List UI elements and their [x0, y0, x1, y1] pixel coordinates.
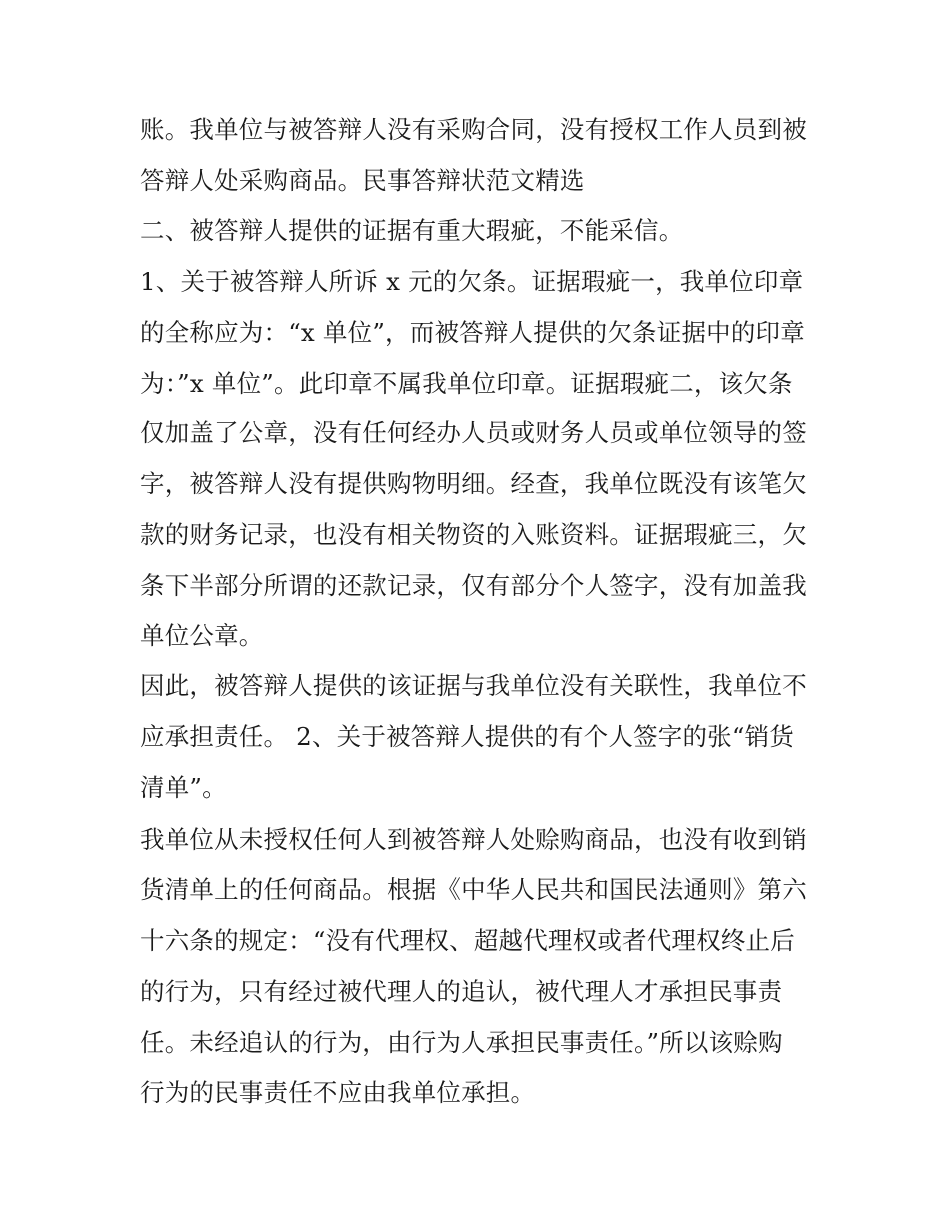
text-line-15: 我单位从未授权任何人到被答辩人处赊购商品，也没有收到销 — [140, 825, 807, 854]
text-line-4: 1、关于被答辩人所诉 x 元的欠条。证据瑕疵一，我单位印章 — [140, 267, 804, 296]
text-line-6: 为：”x 单位”。此印章不属我单位印章。证据瑕疵二，该欠条 — [140, 369, 793, 398]
text-line-18: 的行为，只有经过被代理人的追认，被代理人才承担民事责 — [140, 977, 783, 1006]
text-line-17: 十六条的规定：“没有代理权、超越代理权或者代理权终止后 — [140, 926, 795, 955]
text-line-5: 的全称应为：“x 单位”，而被答辩人提供的欠条证据中的印章 — [140, 318, 805, 347]
text-line-7: 仅加盖了公章，没有任何经办人员或财务人员或单位领导的签 — [140, 418, 807, 447]
text-line-14: 清单”。 — [140, 773, 227, 802]
text-line-20: 行为的民事责任不应由我单位承担。 — [140, 1078, 536, 1107]
text-line-10: 条下半部分所谓的还款记录，仅有部分个人签字，没有加盖我 — [140, 571, 807, 600]
text-line-9: 款的财务记录，也没有相关物资的入账资料。证据瑕疵三，欠 — [140, 520, 807, 549]
text-line-3: 二、被答辩人提供的证据有重大瑕疵，不能采信。 — [140, 216, 684, 245]
text-line-8: 字，被答辩人没有提供购物明细。经查，我单位既没有该笔欠 — [140, 469, 807, 498]
text-line-13: 应承担责任。 2、关于被答辩人提供的有个人签字的张“销货 — [140, 722, 794, 751]
text-line-11: 单位公章。 — [140, 621, 264, 650]
text-line-16: 货清单上的任何商品。根据《中华人民共和国民法通则》第六 — [140, 875, 807, 904]
text-line-2: 答辩人处采购商品。民事答辩状范文精选 — [140, 166, 585, 195]
text-line-19: 任。未经追认的行为，由行为人承担民事责任。”所以该赊购 — [140, 1028, 783, 1057]
text-line-12: 因此，被答辩人提供的该证据与我单位没有关联性，我单位不 — [140, 671, 807, 700]
text-line-1: 账。我单位与被答辩人没有采购合同，没有授权工作人员到被 — [140, 115, 807, 144]
